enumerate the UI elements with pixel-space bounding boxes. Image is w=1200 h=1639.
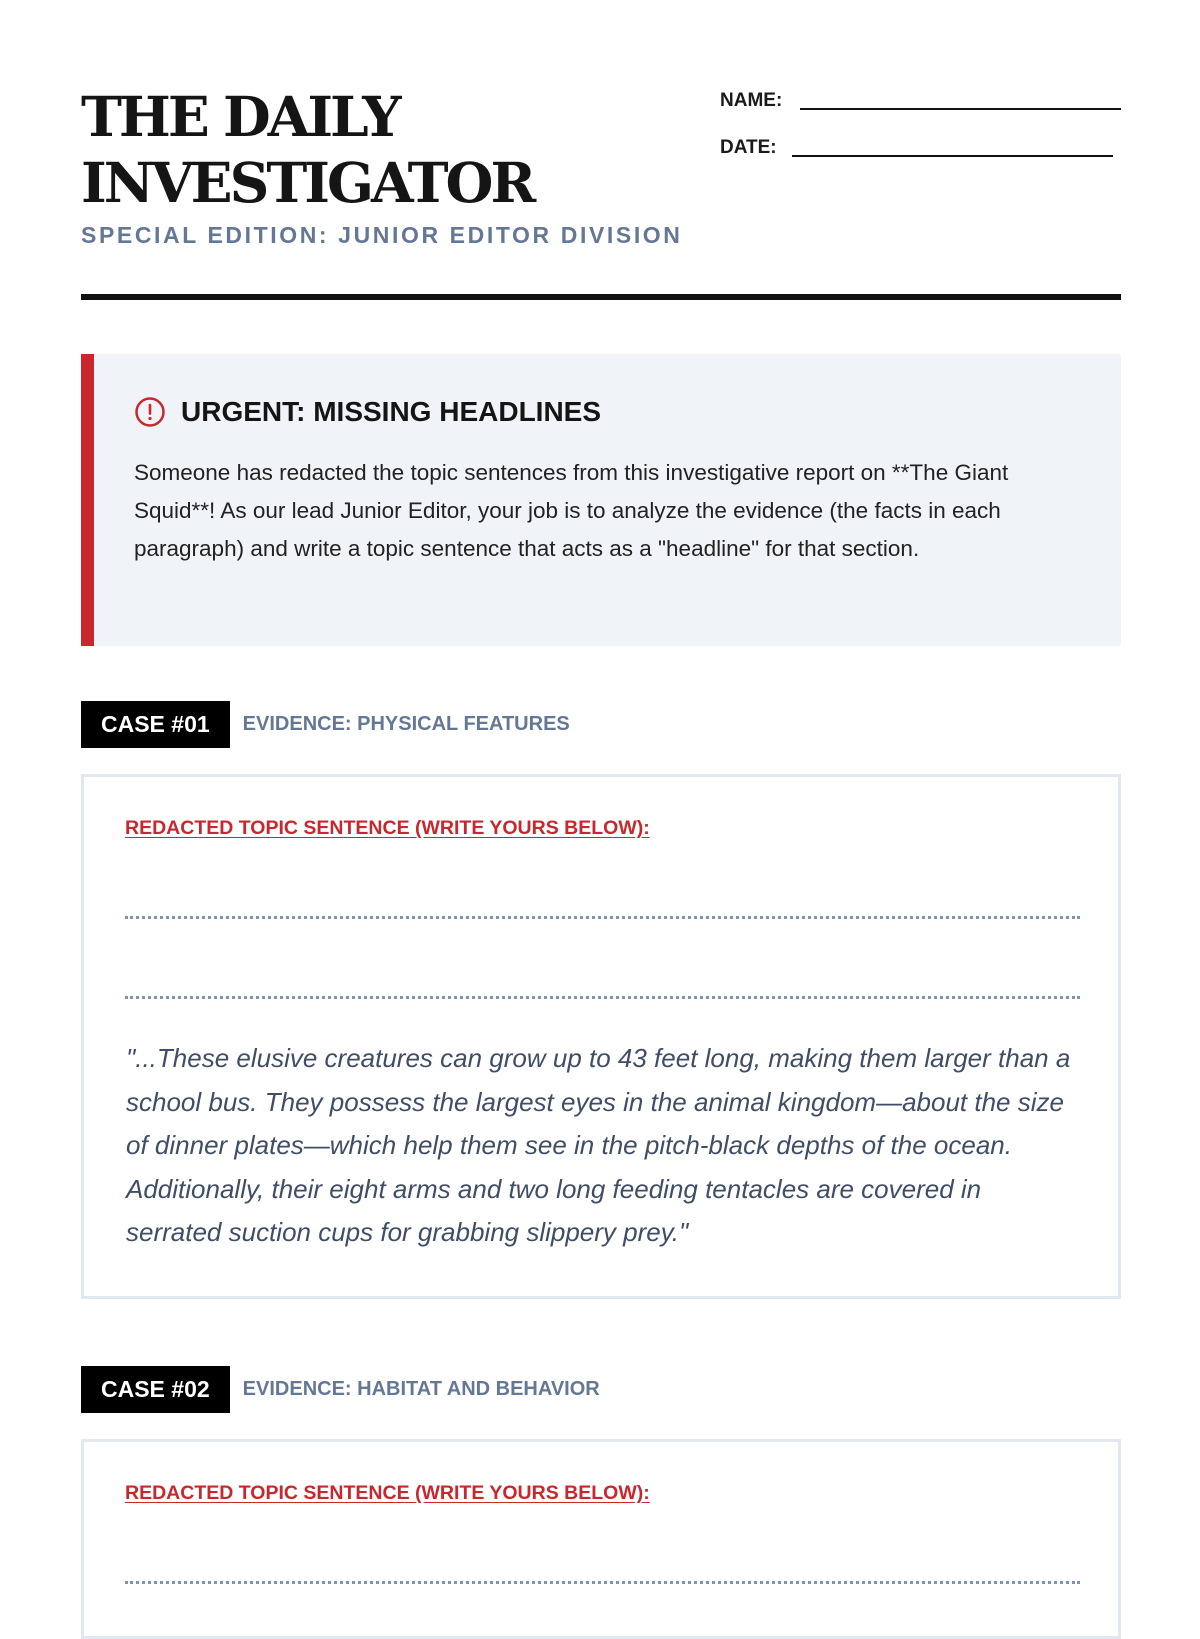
case-02-header [81, 1366, 600, 1413]
case-01-write-line-1[interactable] [125, 916, 1080, 919]
case-01-badge: CASE #01 [81, 701, 230, 748]
date-field-row [720, 129, 1121, 159]
case-01-redacted-label: REDACTED TOPIC SENTENCE (WRITE YOURS BELOW): [125, 817, 650, 839]
alert-header [134, 396, 601, 428]
name-write-line[interactable] [800, 88, 1121, 110]
case-02-box [81, 1439, 1121, 1639]
alert-instructions: Someone has redacted the topic sentences from this investigative report on **The Giant Squid**! As our lead Junior Editor, your job is to analyze the evidence (the facts in each paragraph) and write a topic sentence that acts as a "headline" for that section. [134, 460, 1009, 561]
name-label: NAME: [720, 90, 783, 111]
title-line-2: INVESTIGATOR [81, 150, 534, 215]
case-02-evidence-label: EVIDENCE: HABITAT AND BEHAVIOR [242, 1378, 600, 1400]
case-01-box [81, 774, 1121, 1299]
edition-subtitle: SPECIAL EDITION: JUNIOR EDITOR DIVISION [81, 222, 683, 248]
student-fields [720, 82, 1121, 176]
alert-circle-icon [134, 396, 166, 428]
alert-title: URGENT: MISSING HEADLINES [181, 396, 602, 427]
case-02-badge: CASE #02 [81, 1366, 230, 1413]
case-02-redacted-label: REDACTED TOPIC SENTENCE (WRITE YOURS BELOW): [125, 1482, 650, 1504]
masthead-divider [81, 294, 1121, 300]
masthead [81, 0, 1121, 300]
date-label: DATE: [720, 137, 777, 158]
name-field-row [720, 82, 1121, 112]
urgent-alert-box [81, 354, 1121, 646]
case-02-write-line-1[interactable] [125, 1581, 1080, 1584]
case-01-evidence-label: EVIDENCE: PHYSICAL FEATURES [242, 713, 570, 735]
case-01-write-line-2[interactable] [125, 996, 1080, 999]
newspaper-title [81, 84, 533, 216]
case-01-evidence-quote: "...These elusive creatures can grow up to 43 feet long, making them larger than a school bus. They possess the largest eyes in the animal kingdom—about the size of dinner plates—which help them see in the pitch-black depths of the ocean. Additionally, their eight arms and two long feeding tentacles are covered in serrated suction cups for grabbing slippery prey." [126, 1043, 1071, 1247]
case-01-header [81, 701, 570, 748]
date-write-line[interactable] [792, 135, 1113, 157]
worksheet-page [81, 0, 1121, 1504]
title-line-1: THE DAILY [81, 84, 399, 149]
